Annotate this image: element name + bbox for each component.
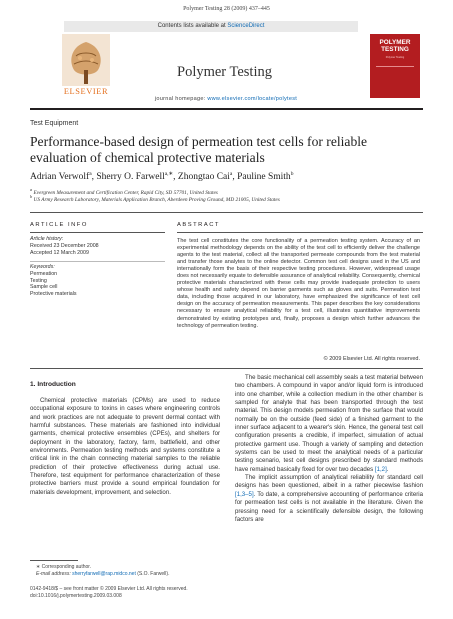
- abstract-copyright: © 2009 Elsevier Ltd. All rights reserved.: [323, 356, 420, 362]
- contents-prefix: Contents lists available at: [157, 23, 228, 29]
- intro-paragraph: The implicit assumption of analytical reliability for standard cell designs has been questioned, albeit in a rather piecewise fashion [1,3–5]. To date, a comprehensive accounting of performance criteria for permeation test cells is not available in the literature. Given the pressing need for a scientifically defensible design, the following factors are: [235, 474, 423, 523]
- abstract-text: The test cell constitutes the core functionality of a permeation testing system. Accuracy of an experimental methodology depends on the ability of the test cell to efficiently deliver the challenge agents to the test material, collect all the transported permeate compounds from the test material and transfer those analytes to the online detector. Common test cell designs used in the US and internationally form the basis of their respective testing procedures. However, widespread usage does not necessarily equate to defensible assurance of analytical reliability. Consequently, chemical protective materials characterized with these cells may provide inadequate protection to users whose health and safety depend on barrier garments such as gloves and suits. Permeation test data, including those acquired in our laboratory, have emphasized the significance of test cell design on the accuracy of permeation measurements. This paper describes the key considerations necessary to ensure analytical reliability for a test cell, illustrates quantitative improvements demonstrated by existing prototypes and, finally, proposes a design which further advances the technology of permeation testing.: [177, 238, 420, 329]
- section-heading: 1. Introduction: [30, 381, 76, 388]
- history-label: Article history:: [30, 236, 64, 242]
- cover-title: POLYMER TESTING: [379, 39, 411, 53]
- keywords-label: Keywords:: [30, 264, 55, 270]
- homepage-prefix: journal homepage:: [154, 96, 208, 102]
- elsevier-logo: [62, 34, 110, 98]
- author[interactable]: Adrian Verwolf$^a$,: [30, 171, 97, 183]
- journal-title: Polymer Testing: [177, 64, 272, 80]
- intro-paragraph: Chemical protective materials (CPMs) are used to reduce occupational exposure to toxins in cases where engineering controls and work practices are not adequate to prevent dermal contact with harmful substances. These materials are fashioned into individual garments, chemical protective ensembles (CPEs), and shelters for deployment in the laboratory, factory, farm, battlefield, and other environments. Permeation testing methods and systems constitute a critical link in the chain connecting material samples to the reliable prediction of their protective effectiveness during actual use. Therefore, test equipment for performance characterization of these protective barriers must provide a sound empirical foundation for materials development, improvement, and selection.: [30, 397, 220, 496]
- cover-rule: [376, 66, 414, 67]
- header-rule: [30, 212, 423, 213]
- publication-info: [30, 586, 290, 599]
- author[interactable]: Pauline Smith$^b$: [237, 171, 294, 183]
- section-label: Test Equipment: [30, 120, 79, 127]
- author[interactable]: Zhongtao Cai$^a$,: [177, 171, 238, 183]
- author-email-link[interactable]: sherryfarwell@rap.midco.net: [72, 570, 136, 577]
- sciencedirect-link[interactable]: ScienceDirect: [227, 23, 265, 29]
- abstract-header: ABSTRACT: [177, 222, 220, 228]
- accepted-date: Accepted 12 March 2009: [30, 249, 89, 256]
- journal-cover-thumbnail: [370, 34, 420, 98]
- elsevier-wordmark: ELSEVIER: [63, 87, 109, 96]
- keywords-block: [30, 264, 165, 298]
- abstract-bottom-rule: [30, 368, 423, 369]
- keyword: Protective materials: [30, 291, 77, 298]
- footnote-rule: [30, 560, 78, 561]
- doi-line[interactable]: doi:10.1016/j.polymertesting.2009.03.008: [30, 592, 122, 599]
- keyword: Testing: [30, 277, 47, 284]
- keywords-rule: [30, 261, 165, 262]
- citation-link[interactable]: [1,3–5]: [235, 490, 254, 498]
- received-date: Received 23 December 2008: [30, 242, 99, 249]
- article-title: Performance-based design of permeation test cells for reliable evaluation of chemical protective materials: [30, 134, 368, 165]
- citation-link[interactable]: [1,2]: [374, 465, 387, 473]
- keyword: Permeation: [30, 270, 58, 277]
- article-history: [30, 236, 165, 256]
- intro-paragraph: The basic mechanical cell assembly seals a test material between two chambers. A compound in vapor and/or liquid form is introduced into one chamber, while a collection medium in the other chamber is sampled for analyte that has been transported through the test material. This design models permeation from the surface that would normally be on the outside (feed side) of a finished garment to the inner surface adjacent to a wearer's skin. Hence, the general test cell configuration presents a credible, if imperfect, simulation of actual protective garment use. Though a variety of sampling and detection systems can be used to meet the analytical needs of a particular testing scenario, test cell designs prescribed by standard methods have remained basically fixed for over two decades [1,2].: [235, 374, 423, 473]
- article-info-rule: [30, 232, 165, 233]
- homepage-url[interactable]: www.elsevier.com/locate/polytest: [207, 96, 298, 102]
- banner-bottom-rule: [30, 108, 423, 110]
- right-column-text: [235, 374, 423, 524]
- running-head: Polymer Testing 28 (2009) 437–445: [183, 6, 270, 12]
- affiliation: $^b$ US Army Research Laboratory, Materials Application Branch, Aberdeen Proving Ground, MD 21005, United States: [30, 194, 280, 203]
- keyword: Sample cell: [30, 284, 58, 291]
- abstract-rule: [177, 232, 423, 233]
- author-list: [30, 171, 420, 182]
- author[interactable]: Sherry O. Farwell$^{a,∗}$,: [96, 171, 178, 183]
- cover-subtitle: Polymer Testing: [385, 56, 405, 59]
- corresponding-author-note: ∗ Corresponding author. E-mail address: sherryfarwell@rap.midco.net (S.O. Farwell).: [36, 564, 170, 577]
- contents-availability: [64, 21, 358, 32]
- journal-homepage: [112, 96, 340, 102]
- affiliation: $^a$ Evergreen Measurement and Certification Center, Rapid City, SD 57701, United States: [30, 187, 218, 196]
- issn-line: 0142-9418/$ – see front matter © 2009 Elsevier Ltd. All rights reserved.: [30, 586, 188, 592]
- article-info-header: ARTICLE INFO: [30, 222, 88, 228]
